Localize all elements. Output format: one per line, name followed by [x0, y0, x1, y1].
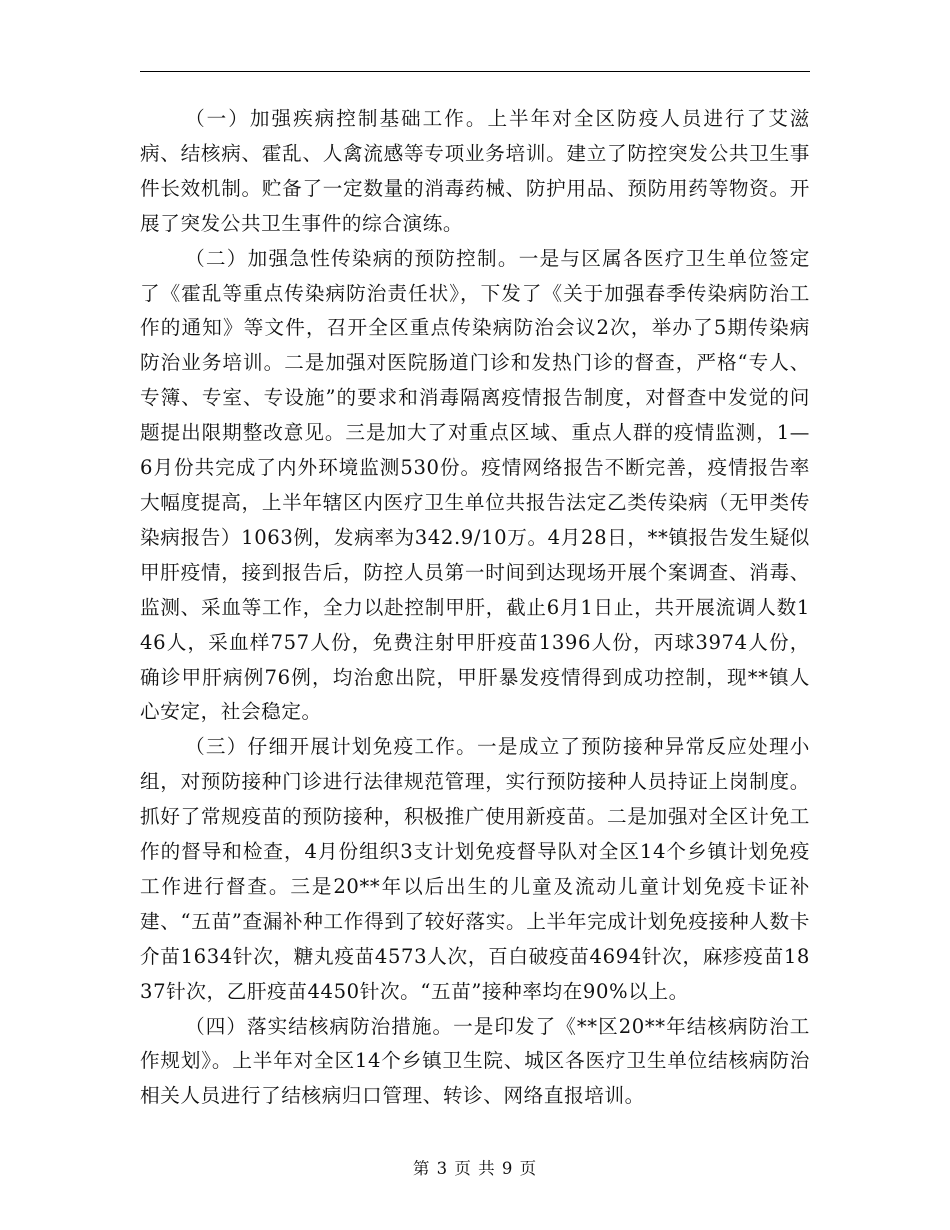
page-label-suffix: 页 [519, 1159, 538, 1178]
page-total: 9 [501, 1159, 514, 1178]
paragraph-disease-control-basics: （一）加强疾病控制基础工作。上半年对全区防疫人员进行了艾滋病、结核病、霍乱、人禽流感等专项业务培训。建立了防控突发公共卫生事件长效机制。贮备了一定数量的消毒药械、防护用品、预防用药等物资。开展了突发公共卫生事件的综合演练。 [140, 107, 810, 235]
page-label-prefix: 第 [412, 1159, 431, 1178]
page-label-middle: 页 共 [454, 1159, 496, 1178]
paragraph-tuberculosis-control: （四）落实结核病防治措施。一是印发了《**区20**年结核病防治工作规划》。上半年对全区14个乡镇卫生院、城区各医疗卫生单位结核病防治相关人员进行了结核病归口管理、转诊、网络直报培训。 [140, 1014, 810, 1108]
paragraph-acute-infectious-disease: （二）加强急性传染病的预防控制。一是与区属各医疗卫生单位签定了《霍乱等重点传染病防治责任状》，下发了《关于加强春季传染病防治工作的通知》等文件，召开全区重点传染病防治会议2次，举办了5期传染病防治业务培训。二是加强对医院肠道门诊和发热门诊的督查，严格“专人、专簿、专室、专设施”的要求和消毒隔离疫情报告制度，对督查中发觉的问题提出限期整改意见。三是加大了对重点区域、重点人群的疫情监测，1—6月份共完成了内外环境监测530份。疫情网络报告不断完善，疫情报告率大幅度提高，上半年辖区内医疗卫生单位共报告法定乙类传染病（无甲类传染病报告）1063例，发病率为342.9/10万。4月28日，**镇报告发生疑似甲肝疫情，接到报告后，防控人员第一时间到达现场开展个案调查、消毒、监测、采血等工作，全力以赴控制甲肝，截止6月1日止，共开展流调人数146人，采血样757人份，免费注射甲肝疫苗1396人份，丙球3974人份，确诊甲肝病例76例，均治愈出院，甲肝暴发疫情得到成功控制，现**镇人心安定，社会稳定。 [140, 246, 810, 724]
header-rule [140, 71, 810, 72]
page-number: 3 [436, 1159, 449, 1178]
page-footer [0, 1155, 950, 1179]
document-body [140, 102, 810, 1114]
paragraph-immunization-program: （三）仔细开展计划免疫工作。一是成立了预防接种异常反应处理小组，对预防接种门诊进行法律规范管理，实行预防接种人员持证上岗制度。抓好了常规疫苗的预防接种，积极推广使用新疫苗。二是加强对全区计免工作的督导和检查，4月份组织3支计划免疫督导队对全区14个乡镇计划免疫工作进行督查。三是20**年以后出生的儿童及流动儿童计划免疫卡证补建、“五苗”查漏补种工作得到了较好落实。上半年完成计划免疫接种人数卡介苗1634针次，糖丸疫苗4573人次，百白破疫苗4694针次，麻疹疫苗1837针次，乙肝疫苗4450针次。“五苗”接种率均在90%以上。 [140, 735, 810, 1003]
